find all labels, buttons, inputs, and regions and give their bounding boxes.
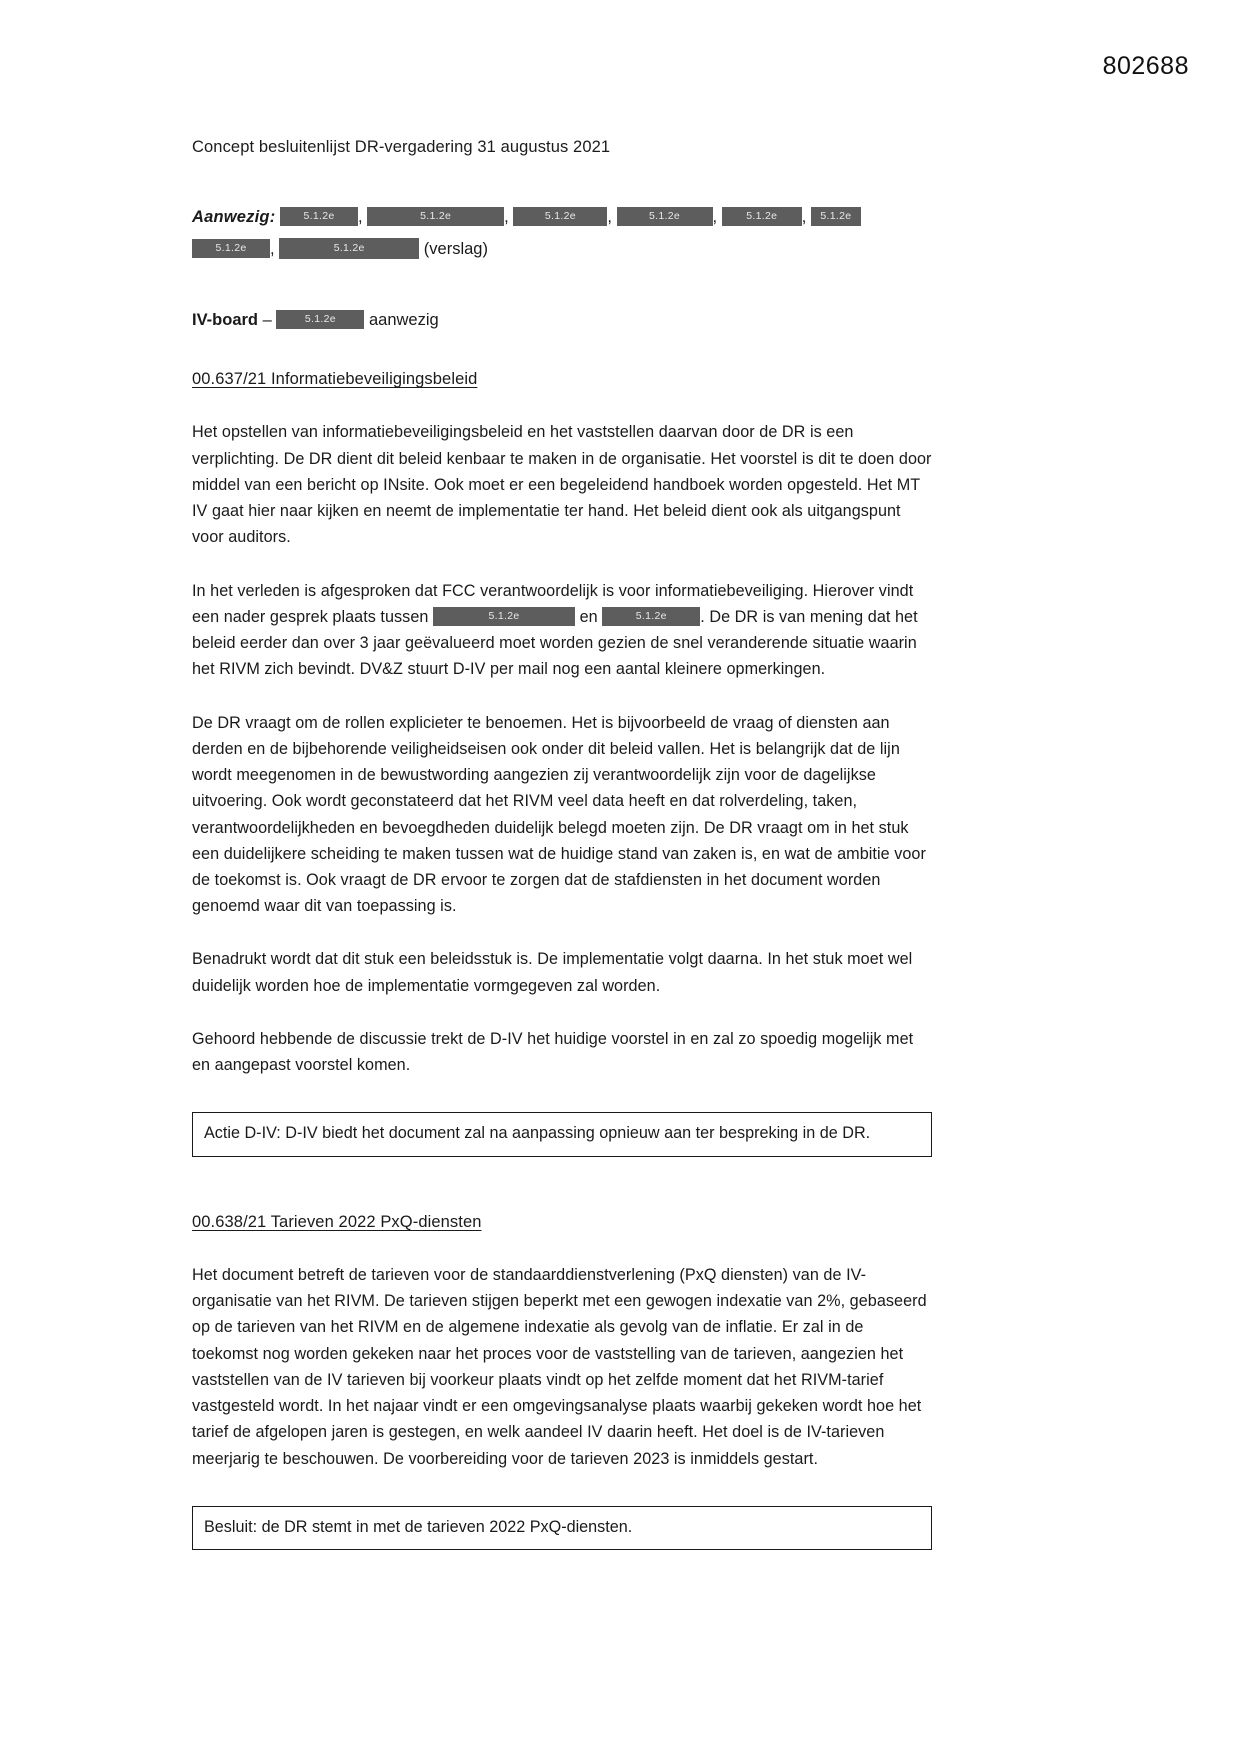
ivboard-dash: –	[262, 311, 272, 330]
ivboard-line	[192, 311, 932, 330]
section-spacer	[192, 1157, 932, 1213]
redaction-box: 5.1.2e	[513, 207, 607, 226]
paragraph: Het document betreft de tarieven voor de standaarddienstverlening (PxQ diensten) van de IV-organisatie van het RIVM. De tarieven stijgen beperkt met een gewogen indexatie van 2%, gebaseerd op de tarieven van het RIVM en de algemene indexatie als gevolg van de inflatie. Er zal in de toekomst nog worden gekeken naar het proces voor de vaststelling van de tarieven, aangezien het vaststellen van de IV tarieven bij voorkeur plaats vindt op het zelfde moment dat het RIVM-tarief vastgesteld wordt. In het najaar vindt er een omgevingsanalyse plaats waarbij gekeken wordt hoe het tarief de afgelopen jaren is gestegen, en welk aandeel IV daarin heeft. Het doel is de IV-tarieven meerjarig te beschouwen. De voorbereiding voor de tarieven 2023 is inmiddels gestart.	[192, 1265, 927, 1468]
comma-separator: ,	[504, 208, 509, 226]
redaction-box: 5.1.2e	[192, 239, 270, 258]
attendees-block	[192, 201, 932, 265]
redaction-box: 5.1.2e	[602, 607, 700, 626]
paragraph: De DR vraagt om de rollen explicieter te benoemen. Het is bijvoorbeeld de vraag of diensten aan derden en de bijbehorende veiligheidseisen ook onder dit beleid vallen. Het is belangrijk dat de lijn wordt meegenomen in de bewustwording aangezien zij verantwoordelijk zijn voor de dagelijkse uitvoering. Ook wordt geconstateerd dat het RIVM veel data heeft en dat rolverdeling, taken, verantwoordelijkheden en bevoegdheden duidelijk belegd moeten zijn. De DR vraagt om in het stuk een duidelijkere scheiding te maken tussen wat de huidige stand van zaken is, en wat de ambitie voor de toekomst is. Ook vraagt de DR ervoor te zorgen dat de stafdiensten in het document worden genoemd waar dit van toepassing is.	[192, 713, 926, 916]
comma-separator: ,	[357, 208, 363, 226]
page-number: 802688	[1102, 52, 1189, 80]
redaction-box: 5.1.2e	[280, 207, 358, 226]
ivboard-label: IV-board	[192, 311, 259, 330]
action-statement-box: Actie D-IV: D-IV biedt het document zal na aanpassing opnieuw aan ter bespreking in de DR.	[192, 1112, 932, 1156]
paragraph: Gehoord hebbende de discussie trekt de D-IV het huidige voorstel in en zal zo spoedig mogelijk met en aangepast voorstel komen.	[192, 1029, 914, 1075]
redaction-box: 5.1.2e	[279, 238, 419, 259]
decision-statement-box: Besluit: de DR stemt in met de tarieven 2022 PxQ-diensten.	[192, 1506, 932, 1550]
redaction-box: 5.1.2e	[367, 207, 504, 226]
paragraph-text-part2: . De DR is van mening dat het beleid eerder dan over 3 jaar geëvalueerd moet worden gezien de snel veranderende situatie waarin het RIVM zich bevindt. DV&Z stuurt D-IV per mail nog een aantal kleinere opmerkingen.	[192, 607, 918, 679]
redaction-box: 5.1.2e	[433, 607, 575, 626]
paragraph: Het opstellen van informatiebeveiligingsbeleid en het vaststellen daarvan door de DR is een verplichting. De DR dient dit beleid kenbaar te maken in de organisatie. Het voorstel is dit te doen door middel van een bericht op INsite. Ook moet er een begeleidend handboek worden opgesteld. Het MT IV gaat hier naar kijken en neemt de implementatie ter hand. Het beleid dient ook als uitgangspunt voor auditors.	[192, 423, 932, 547]
redaction-box: 5.1.2e	[722, 207, 802, 226]
document-content	[192, 138, 932, 1550]
attendees-label: Aanwezig:	[192, 208, 276, 226]
ivboard-suffix: aanwezig	[368, 311, 439, 330]
paragraph-with-redactions	[192, 578, 932, 683]
section-heading-2: 00.638/21 Tarieven 2022 PxQ-diensten	[192, 1212, 482, 1231]
comma-separator: ,	[607, 208, 612, 226]
paragraph-text-part1: In het verleden is afgesproken dat FCC verantwoordelijk is voor informatiebeveiliging. Hierover vindt een nader gesprek plaats tussen	[192, 581, 914, 626]
verslag-note: (verslag)	[423, 240, 488, 259]
comma-separator: ,	[801, 208, 807, 226]
comma-separator: ,	[270, 240, 275, 259]
comma-separator: ,	[712, 208, 718, 226]
paragraph: Benadrukt wordt dat dit stuk een beleidsstuk is. De implementatie volgt daarna. In het stuk moet wel duidelijk worden hoe de implementatie vormgegeven zal worden.	[192, 950, 913, 995]
document-title: Concept besluitenlijst DR-vergadering 31 augustus 2021	[192, 138, 611, 156]
redaction-box: 5.1.2e	[276, 310, 364, 329]
section-heading-1: 00.637/21 Informatiebeveiligingsbeleid	[192, 370, 478, 389]
redaction-box: 5.1.2e	[811, 207, 861, 226]
paragraph-text-middle: en	[579, 607, 598, 626]
redaction-box: 5.1.2e	[617, 207, 713, 226]
